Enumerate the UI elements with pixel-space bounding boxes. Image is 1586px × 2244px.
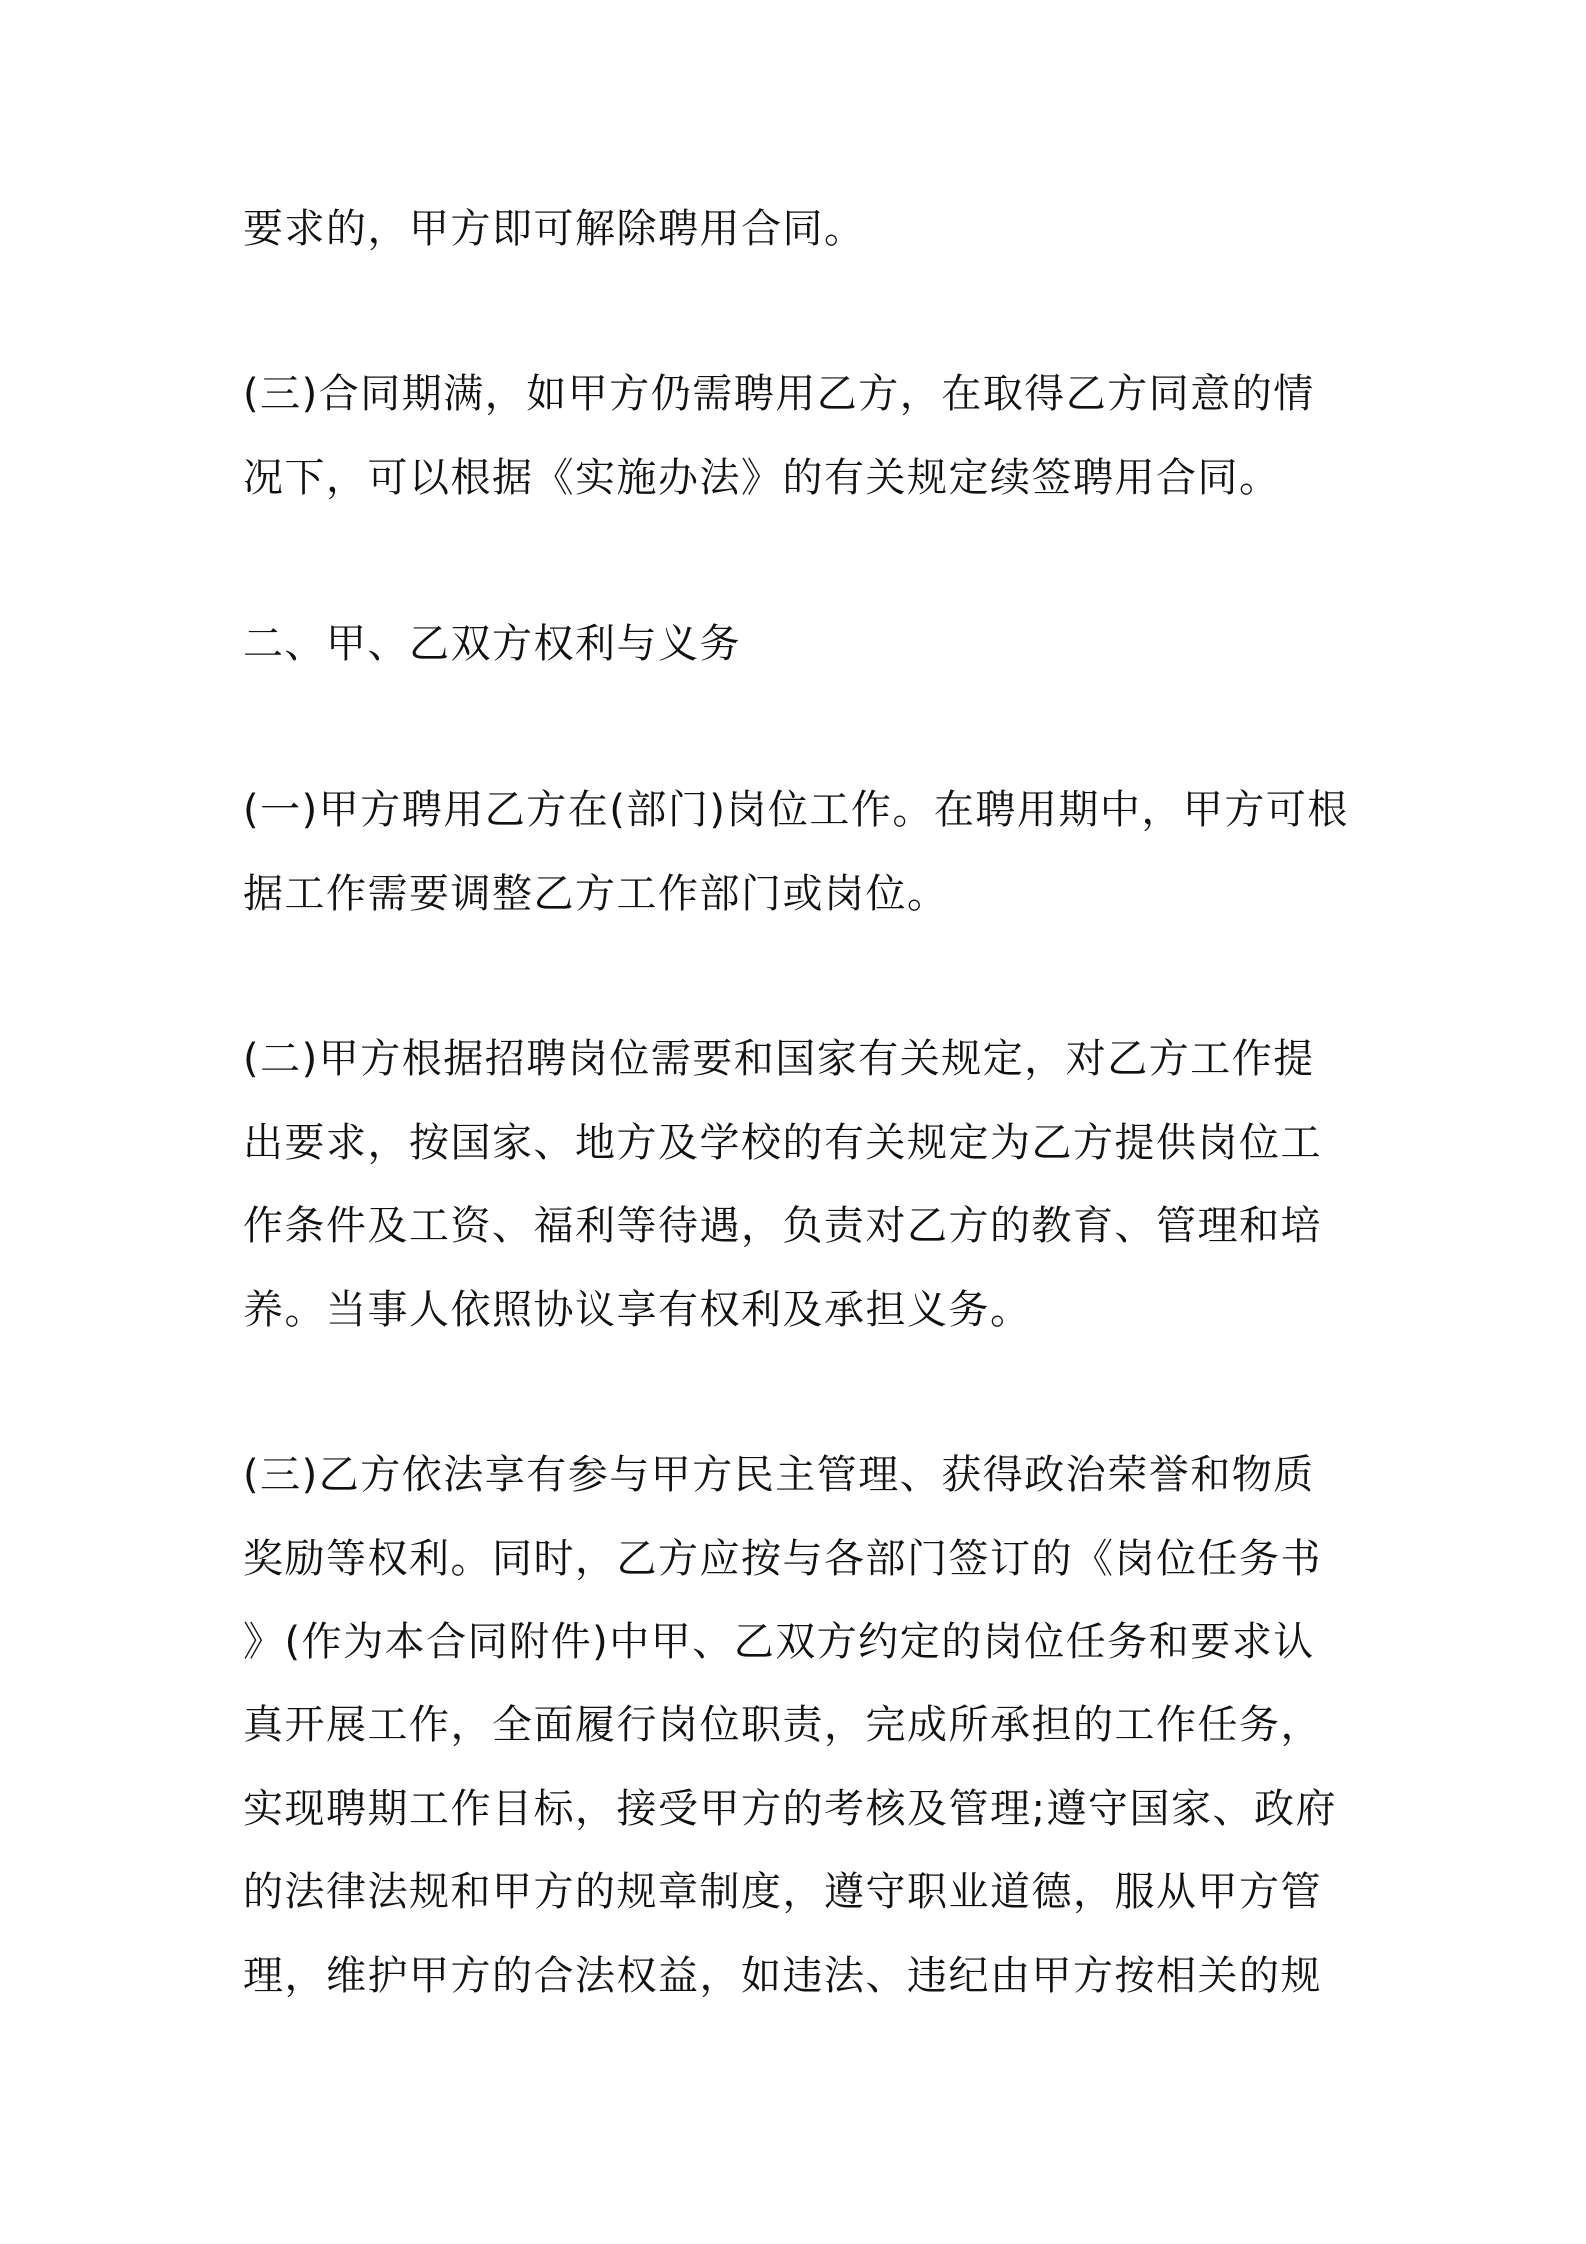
text-line: 奖励等权利。同时，乙方应按与各部门签订的《岗位任务书 (243, 1536, 1322, 1582)
text-line: 真开展工作，全面履行岗位职责，完成所承担的工作任务， (243, 1702, 1322, 1748)
text-line: 作条件及工资、福利等待遇，负责对乙方的教育、管理和培 (243, 1203, 1322, 1249)
text-line: (三)合同期满，如甲方仍需聘用乙方，在取得乙方同意的情 (243, 371, 1315, 417)
text-line: 的法律法规和甲方的规章制度，遵守职业道德，服从甲方管 (243, 1869, 1322, 1915)
text-line: 养。当事人依照协议享有权利及承担义务。 (243, 1287, 1032, 1333)
text-line: 实现聘期工作目标，接受甲方的考核及管理;遵守国家、政府 (243, 1786, 1337, 1832)
text-line: 要求的，甲方即可解除聘用合同。 (243, 206, 866, 252)
text-line: 据工作需要调整乙方工作部门或岗位。 (243, 871, 949, 917)
text-line: 况下，可以根据《实施办法》的有关规定续签聘用合同。 (243, 455, 1281, 501)
text-line: 理，维护甲方的合法权益，如违法、违纪由甲方按相关的规 (243, 1953, 1322, 1999)
text-line: (一)甲方聘用乙方在(部门)岗位工作。在聘用期中，甲方可根 (243, 787, 1349, 833)
text-line: (二)甲方根据招聘岗位需要和国家有关规定，对乙方工作提 (243, 1036, 1315, 1082)
text-line: 出要求，按国家、地方及学校的有关规定为乙方提供岗位工 (243, 1120, 1322, 1166)
text-line: (三)乙方依法享有参与甲方民主管理、获得政治荣誉和物质 (243, 1452, 1315, 1498)
section-heading: 二、甲、乙双方权利与义务 (243, 621, 741, 667)
text-line: 》(作为本合同附件)中甲、乙双方约定的岗位任务和要求认 (243, 1619, 1315, 1665)
